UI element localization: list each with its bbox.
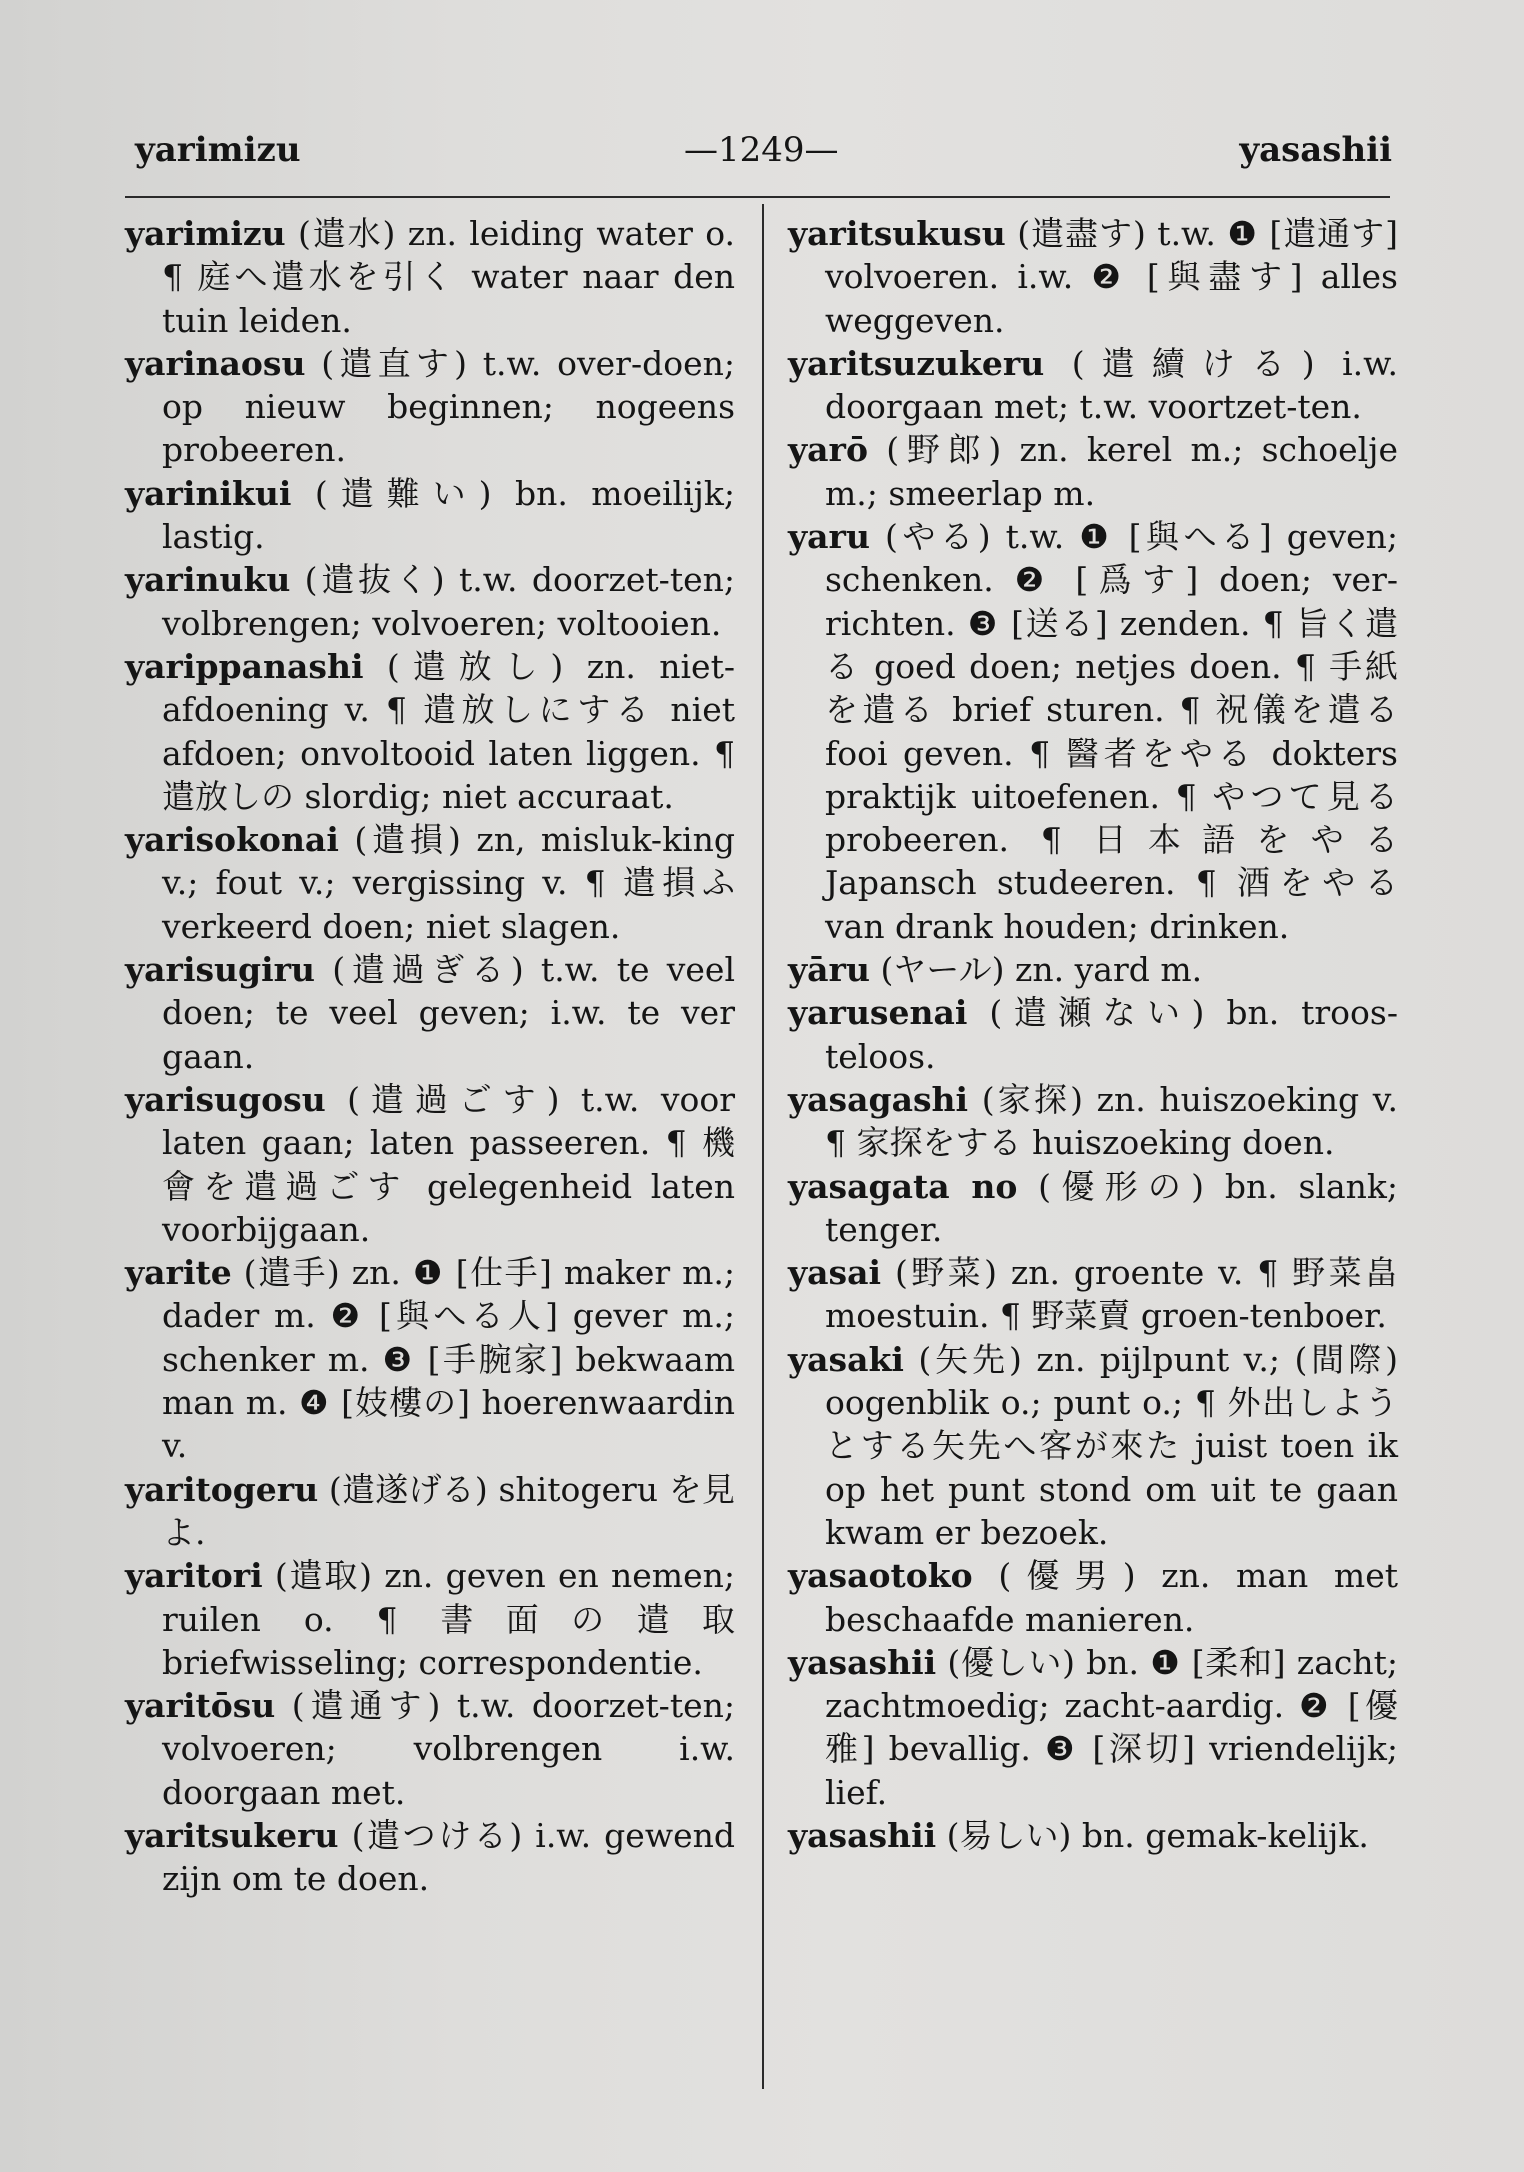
entry-body: (遣水) zn. leiding water o. ¶ 庭へ遣水を引く water naar den tuin leiden. (162, 214, 735, 340)
headword: yasai (788, 1253, 882, 1293)
entry-body: (遣直す) t.w. over-doen; op nieuw beginnen; nogeens probeeren. (162, 343, 735, 470)
headword: yaritsukusu (788, 214, 1006, 253)
headword: yasagata no (788, 1166, 1018, 1206)
headword: yaritōsu (125, 1686, 276, 1726)
headword: yarippanashi (125, 646, 364, 686)
dictionary-entry (788, 342, 1398, 429)
entry-body: (家探) zn. huiszoeking v. ¶ 家探をする huiszoeking doen. (825, 1079, 1398, 1163)
headword: yasaotoko (788, 1556, 973, 1596)
guide-word-right: yasashii (1239, 130, 1392, 170)
dictionary-entry (125, 342, 735, 472)
headword: yaritori (125, 1556, 263, 1596)
entry-body: (遣遂げる) shitogeru を見よ. (162, 1469, 735, 1552)
dictionary-entry (125, 212, 735, 342)
entry-body: (遣取) zn. geven en nemen; ruilen o. ¶ 書面の遣取 briefwisseling; correspondentie. (162, 1556, 735, 1682)
header-rule (125, 196, 1390, 198)
dictionary-entry (788, 212, 1398, 342)
entry-body: (やる) t.w. ❶ [與へる] geven; schenken. ❷ [爲す] doen; ver-richten. ❸ [送る] zenden. ¶ 旨く遣る goed doen; netjes doen. ¶ 手紙を遣る brief sturen. ¶ 祝儀を遣る fooi geven. ¶ 醫者をやる dokters praktijk uitoefenen. ¶ やつて見る probeeren. ¶ 日本語をやる Japansch studeeren. ¶ 酒をやる van drank houden; drinken. (825, 517, 1398, 946)
dictionary-entry (125, 472, 735, 559)
column-divider (762, 204, 764, 2089)
dictionary-entry (125, 645, 735, 818)
left-column (125, 212, 735, 1901)
dictionary-entry (125, 1554, 735, 1684)
dictionary-entry (125, 558, 735, 645)
dictionary-entry (125, 1684, 735, 1814)
headword: yasashii (788, 1815, 937, 1855)
dictionary-entry (788, 428, 1398, 515)
dictionary-entry (788, 1251, 1398, 1338)
entry-body: (矢先) zn. pijlpunt v.; (間際) oogenblik o.; punt o.; ¶ 外出しようとする矢先へ客が來た juist toen ik op het punt stond om uit te gaan kwam er bezoek. (825, 1339, 1398, 1552)
dictionary-entry (788, 1165, 1398, 1252)
headword: yāru (788, 950, 870, 990)
dictionary-entry (125, 1814, 735, 1901)
page-number: —1249— (684, 130, 839, 170)
headword: yarinaosu (125, 343, 306, 383)
dictionary-entry (125, 1078, 735, 1251)
entry-body: (ヤール) zn. yard m. (880, 950, 1203, 990)
headword: yasagashi (788, 1079, 969, 1119)
entry-body: (優形の) bn. slank; tenger. (825, 1166, 1398, 1249)
entry-body: (遣過ぎる) t.w. te veel doen; te veel geven; i.w. te ver gaan. (162, 950, 735, 1076)
dictionary-entry (788, 1338, 1398, 1554)
headword: yaru (788, 517, 870, 557)
dictionary-entry (788, 1814, 1398, 1857)
dictionary-entry (788, 1078, 1398, 1165)
headword: yaritogeru (125, 1469, 319, 1509)
headword: yasaki (788, 1339, 904, 1379)
entry-body: (遣通す) t.w. doorzet-ten; volvoeren; volbrengen i.w. doorgaan met. (162, 1686, 735, 1812)
headword: yarinikui (125, 473, 292, 513)
guide-word-left: yarimizu (135, 130, 301, 170)
headword: yasashii (788, 1642, 937, 1682)
entry-body: (遣過ごす) t.w. voor laten gaan; laten passeeren. ¶ 機會を遣過ごす gelegenheid laten voorbijgaan. (162, 1079, 735, 1249)
entry-body: (野菜) zn. groente v. ¶ 野菜畠 moestuin. ¶ 野菜賣 groen-tenboer. (825, 1253, 1398, 1336)
headword: yaritsuzukeru (788, 343, 1045, 383)
entry-body: (遣難い) bn. moeilijk; lastig. (162, 473, 735, 557)
headword: yarinuku (125, 560, 291, 600)
entry-body: (優しい) bn. ❶ [柔和] zacht; zachtmoedig; zacht-aardig. ❷ [優雅] bevallig. ❸ [深切] vriendelijk; lief. (825, 1642, 1398, 1812)
headword: yarisugiru (125, 950, 316, 990)
headword: yarō (788, 430, 868, 470)
headword: yarite (125, 1253, 232, 1293)
dictionary-entry (788, 515, 1398, 948)
entry-body: (易しい) bn. gemak-kelijk. (946, 1815, 1369, 1855)
dictionary-entry (125, 1468, 735, 1555)
dictionary-entry (125, 818, 735, 948)
dictionary-entry (125, 1251, 735, 1467)
dictionary-entry (125, 948, 735, 1078)
headword: yarimizu (125, 214, 286, 253)
entry-body: (遣損) zn, misluk-king v.; fout v.; vergissing v. ¶ 遣損ふ verkeerd doen; niet slagen. (162, 820, 735, 946)
entry-body: (遣放し) zn. niet-afdoening v. ¶ 遣放しにする niet afdoen; onvoltooid laten liggen. ¶ 遣放しの slordig; niet accuraat. (162, 646, 735, 816)
headword: yarisugosu (125, 1079, 326, 1119)
entry-body: (遣手) zn. ❶ [仕手] maker m.; dader m. ❷ [與へる人] gever m.; schenker m. ❸ [手腕家] bekwaam man m. ❹ [妓樓の] hoerenwaardin v. (162, 1253, 735, 1466)
dictionary-entry (788, 1641, 1398, 1814)
entry-body: (野郎) zn. kerel m.; schoelje m.; smeerlap m. (825, 430, 1398, 513)
entry-body: (遣抜く) t.w. doorzet-ten; volbrengen; volvoeren; voltooien. (162, 560, 735, 643)
entry-body: (遣つける) i.w. gewend zijn om te doen. (162, 1815, 735, 1899)
headword: yarisokonai (125, 820, 339, 860)
entry-body: (優男) zn. man met beschaafde manieren. (825, 1556, 1398, 1639)
dictionary-entry (788, 991, 1398, 1078)
entry-body: (遣續ける) i.w. doorgaan met; t.w. voortzet-ten. (825, 343, 1398, 427)
entry-body: (遣瀬ない) bn. troos-teloos. (825, 993, 1398, 1076)
entry-body: (遣盡す) t.w. ❶ [遣通す] volvoeren. i.w. ❷ [與盡す] alles weggeven. (825, 214, 1398, 340)
dictionary-entry (788, 1554, 1398, 1641)
headword: yarusenai (788, 993, 968, 1033)
right-column (788, 212, 1398, 1857)
headword: yaritsukeru (125, 1815, 339, 1855)
dictionary-entry (788, 948, 1398, 991)
